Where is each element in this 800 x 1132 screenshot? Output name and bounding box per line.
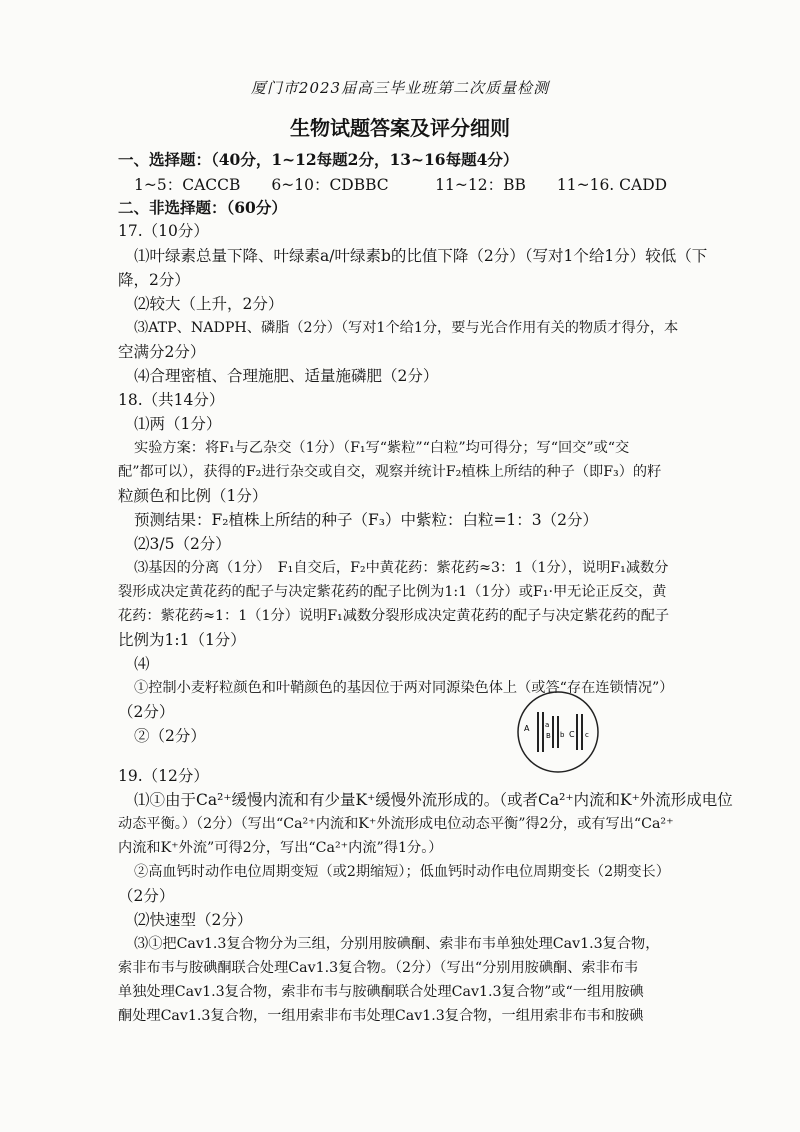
question-18-heading: 18.（共14分） bbox=[118, 391, 225, 409]
answer-line: ⑵快速型（2分） bbox=[134, 911, 253, 929]
answer-line: 配”都可以），获得的F₂进行杂交或自交，观察并统计F₂植株上所结的种子（即F₃）的籽 bbox=[118, 464, 662, 480]
answer-line: ⑷ bbox=[134, 655, 150, 673]
gene-label-b: b bbox=[560, 731, 565, 739]
answer-line: （2分） bbox=[118, 887, 175, 905]
chromosome-diagram bbox=[500, 690, 616, 774]
gene-label-B: B bbox=[546, 732, 551, 740]
answer-line: ⑷合理密植、合理施肥、适量施磷肥（2分） bbox=[134, 367, 439, 385]
answer-line: ⑴两（1分） bbox=[134, 415, 222, 433]
answer-line: 粒颜色和比例（1分） bbox=[118, 487, 268, 505]
answer-line: ①控制小麦籽粒颜色和叶鞘颜色的基因位于两对同源染色体上（或答“存在连锁情况”） bbox=[134, 680, 674, 696]
answer-line: 实验方案：将F₁与乙杂交（1分）（F₁写“紫粒”“白粒”均可得分；写“回交”或“交 bbox=[134, 440, 630, 456]
answer-line: ⑴叶绿素总量下降、叶绿素a/叶绿素b的比值下降（2分）（写对1个给1分）较低（下 bbox=[134, 247, 708, 265]
answer-line: ⑵较大（上升，2分） bbox=[134, 295, 284, 313]
answer-line: 裂形成决定黄花药的配子与决定紫花药的配子比例为1:1（1分）或F₁·甲无论正反交，黄 bbox=[118, 584, 667, 600]
answer-line: ②（2分） bbox=[134, 727, 206, 745]
answer-line: 索非布韦与胺碘酮联合处理Cav1.3复合物。（2分）（写出“分别用胺碘酮、索非布韦 bbox=[118, 960, 639, 976]
answer-line: 内流和K⁺外流”可得2分，写出“Ca²⁺内流”得1分。） bbox=[118, 840, 443, 856]
document-title: 生物试题答案及评分细则 bbox=[290, 116, 510, 140]
choice-answers: 1~5：CACCB 6~10：CDBBC 11~12：BB 11~16. CADD bbox=[134, 176, 668, 194]
section-heading-nonchoice: 二、非选择题：（60分） bbox=[118, 198, 287, 217]
answer-line: 单独处理Cav1.3复合物，索非布韦与胺碘酮联合处理Cav1.3复合物”或“一组用胺碘 bbox=[118, 984, 644, 1000]
answer-line: ⑵3/5（2分） bbox=[134, 535, 231, 553]
gene-label-C: C bbox=[569, 730, 575, 739]
gene-label-a: a bbox=[545, 721, 550, 729]
answer-line: 动态平衡。）（2分）（写出“Ca²⁺内流和K⁺外流形成电位动态平衡”得2分，或有写出“Ca²⁺ bbox=[118, 816, 674, 832]
answer-line: ②高血钙时动作电位周期变短（或2期缩短）；低血钙时动作电位周期变长（2期变长） bbox=[134, 864, 670, 880]
answer-line: 酮处理Cav1.3复合物，一组用索非布韦处理Cav1.3复合物，一组用索非布韦和胺碘 bbox=[118, 1008, 644, 1024]
answer-line: 降，2分） bbox=[118, 271, 190, 289]
question-19-heading: 19.（12分） bbox=[118, 767, 209, 785]
question-17-heading: 17.（10分） bbox=[118, 222, 209, 240]
answer-line: ⑶基因的分离（1分） F₁自交后，F₂中黄花药：紫花药≈3：1（1分），说明F₁减数分 bbox=[134, 560, 669, 576]
answer-line: （2分） bbox=[118, 703, 175, 721]
answer-line: 空满分2分） bbox=[118, 343, 206, 361]
answer-line: 比例为1:1（1分） bbox=[118, 631, 246, 649]
answer-line: ⑶ATP、NADPH、磷脂（2分）（写对1个给1分，要与光合作用有关的物质才得分，本 bbox=[134, 320, 679, 336]
answer-line: ⑴①由于Ca²⁺缓慢内流和有少量K⁺缓慢外流形成的。（或者Ca²⁺内流和K⁺外流形成电位 bbox=[134, 791, 733, 809]
gene-label-c: c bbox=[585, 731, 589, 739]
answer-line: 花药：紫花药≈1：1（1分）说明F₁减数分裂形成决定黄花药的配子与决定紫花药的配子 bbox=[118, 608, 670, 624]
gene-label-A: A bbox=[524, 724, 530, 733]
answer-line: ⑶①把Cav1.3复合物分为三组，分别用胺碘酮、索非布韦单独处理Cav1.3复合物， bbox=[134, 936, 660, 952]
section-heading-choice: 一、选择题：（40分，1~12每题2分，13~16每题4分） bbox=[118, 150, 519, 169]
answer-line: 预测结果：F₂植株上所结的种子（F₃）中紫粒：白粒=1：3（2分） bbox=[134, 511, 599, 529]
exam-title: 厦门市2023届高三毕业班第二次质量检测 bbox=[250, 79, 550, 97]
